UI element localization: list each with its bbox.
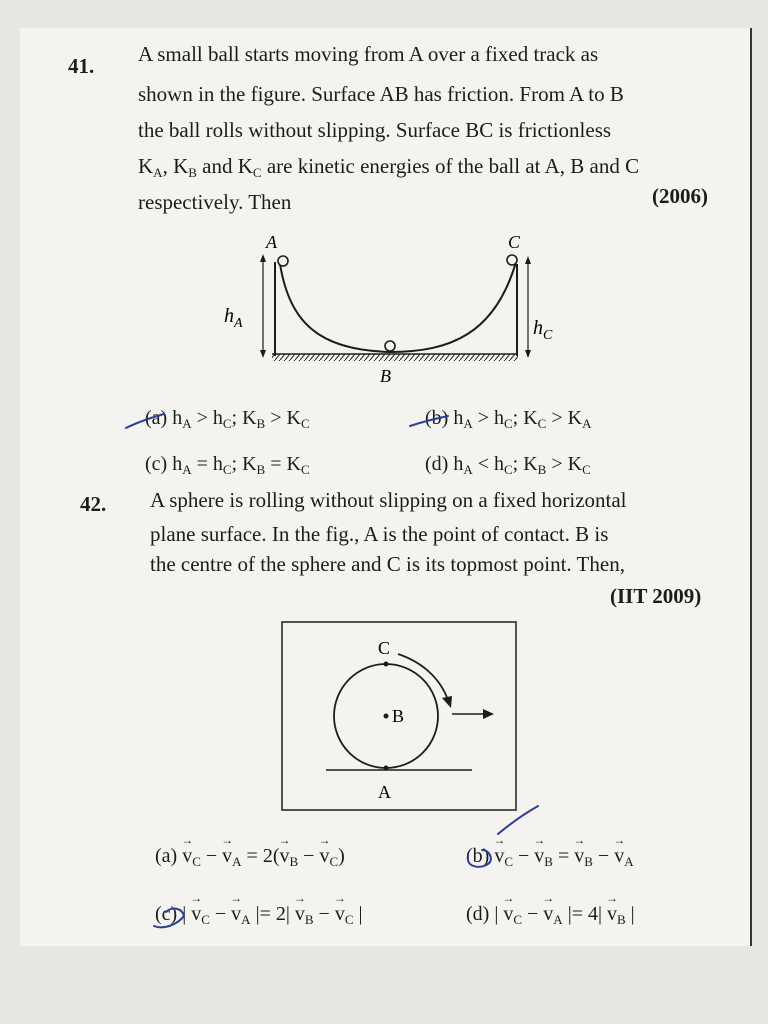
pen-mark-option-b bbox=[404, 406, 464, 436]
label-a: A bbox=[266, 232, 277, 252]
label-h-c: $h_C$ bbox=[533, 317, 553, 343]
ball-at-c bbox=[507, 255, 517, 265]
h-a-arrow-top bbox=[260, 254, 266, 262]
q42-line-2: plane surface. In the fig., A is the point of contact. B is bbox=[150, 522, 609, 546]
velocity-arrowhead bbox=[483, 709, 494, 719]
label-a: A bbox=[378, 782, 391, 802]
label-c: C bbox=[378, 638, 391, 658]
ball-at-b bbox=[385, 341, 395, 351]
q42-option-b[interactable]: $(b) \to v_C$ − → $v_B$ = → $v_B$ − → $v_A$ bbox=[466, 846, 634, 868]
q42-option-c[interactable]: (c) | → $v_C$ − → $v_A$ |= $2| \to v_B$ − → $v_C$ | bbox=[155, 904, 363, 926]
q42-number: 42. bbox=[80, 492, 107, 516]
q41-line-5: respectively. Then bbox=[138, 190, 292, 214]
pen-mark-q42-option-b bbox=[460, 842, 510, 876]
q41-line-1: A small ball starts moving from A over a fixed track as bbox=[138, 42, 599, 66]
rotation-arrowhead bbox=[442, 696, 452, 708]
h-c-arrow-top bbox=[525, 256, 531, 264]
point-b bbox=[384, 714, 389, 719]
label-h-a: $h_A$ bbox=[224, 305, 243, 331]
q41-option-a[interactable]: (a) $h_A > h_C$; $K_B > K_C$ bbox=[145, 407, 310, 431]
ground-hatching bbox=[272, 354, 518, 361]
q41-option-d[interactable]: (d) $h_A < h_C$; $K_B > K_C$ bbox=[425, 453, 591, 477]
h-c-arrow-bottom bbox=[525, 350, 531, 358]
q42-year: (IIT 2009) bbox=[610, 584, 702, 608]
label-c: C bbox=[508, 232, 521, 252]
pen-mark-q42-option-c bbox=[148, 900, 198, 934]
q41-year: (2006) bbox=[652, 184, 708, 208]
h-a-arrow-bottom bbox=[260, 350, 266, 358]
label-b: B bbox=[380, 366, 391, 386]
q41-line-4: $K_A$, $K_B$ and $K_C$ are kinetic energies of the ball at A, B and C bbox=[138, 154, 640, 180]
q41-option-c[interactable]: (c) $h_A = h_C$; $K_B = K_C$ bbox=[145, 453, 310, 477]
q41-number: 41. bbox=[68, 54, 95, 78]
label-b: B bbox=[392, 706, 405, 726]
q42-line-1: A sphere is rolling without slipping on a fixed horizontal bbox=[150, 488, 627, 512]
q41-line-3: the ball rolls without slipping. Surface BC is frictionless bbox=[138, 118, 612, 142]
point-c bbox=[384, 662, 389, 667]
rotation-arrow bbox=[398, 654, 448, 700]
textbook-page bbox=[20, 28, 752, 946]
pen-mark-option-a bbox=[120, 406, 180, 436]
point-a bbox=[384, 766, 389, 771]
q42-line-3: the centre of the sphere and C is its topmost point. Then, bbox=[150, 552, 625, 576]
q41-option-b[interactable]: (b) $h_A > h_C$; $K_C > K_A$ bbox=[425, 407, 592, 431]
q42-sphere-figure bbox=[282, 622, 518, 812]
q41-line-2: shown in the figure. Surface AB has friction. From A to B bbox=[138, 82, 624, 106]
q41-track-figure bbox=[224, 232, 553, 394]
q42-option-a[interactable]: $(a) \to v_C$ − → $v_A = 2(\to v_B$ − → $v_C$) bbox=[155, 846, 345, 868]
track-curve bbox=[280, 262, 516, 352]
q42-option-d[interactable]: (d) | → $v_C$ − → $v_A$ |= $4| \to v_B$ | bbox=[466, 904, 635, 926]
ball-at-a bbox=[278, 256, 288, 266]
